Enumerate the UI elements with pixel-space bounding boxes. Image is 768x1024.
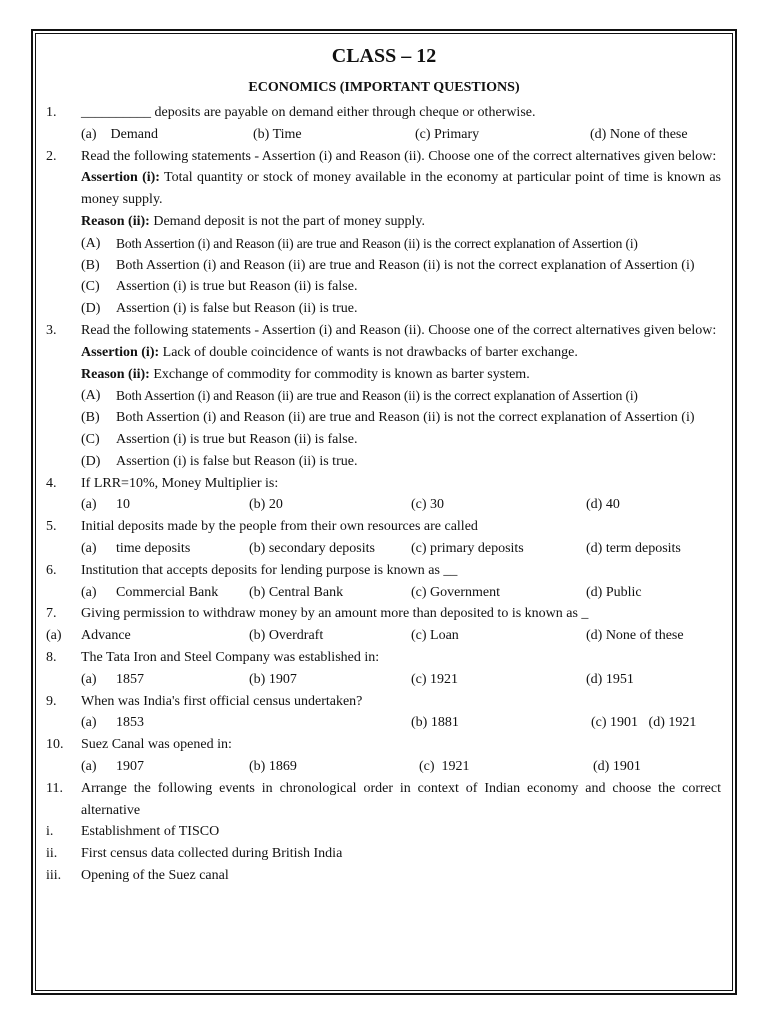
option-c: (c) Loan xyxy=(411,628,459,644)
list-item-label: ii. xyxy=(46,846,58,862)
question-list xyxy=(46,102,721,887)
option-c: (c) 1921 xyxy=(419,758,470,774)
question-5 xyxy=(46,516,721,538)
option-label: (A) xyxy=(81,235,101,251)
option-label: (a) xyxy=(81,540,97,556)
question-text: If LRR=10%, Money Multiplier is: xyxy=(81,475,279,491)
option-text: Both Assertion (i) and Reason (ii) are true and Reason (ii) is not the correct explanation of Assertion (i) xyxy=(116,257,695,273)
option-text: 1907 xyxy=(116,758,144,774)
option-c: (c) primary deposits xyxy=(411,540,524,556)
option-label: (a) xyxy=(81,758,97,774)
question-text: Read the following statements - Assertion (i) and Reason (ii). Choose one of the correct alternatives given below: xyxy=(81,148,717,164)
question-text: The Tata Iron and Steel Company was established in: xyxy=(81,649,380,665)
reason-text: Exchange of commodity for commodity is known as barter system. xyxy=(149,366,530,382)
option-row xyxy=(46,233,721,255)
option-text: Assertion (i) is true but Reason (ii) is false. xyxy=(116,431,358,447)
option-c: (c) Government xyxy=(411,584,501,600)
question-text: __________ deposits are payable on demand either through cheque or otherwise. xyxy=(81,105,536,120)
option-text: Assertion (i) is true but Reason (ii) is false. xyxy=(116,279,358,295)
question-number: 7. xyxy=(46,606,57,622)
option-c: (c) 30 xyxy=(411,497,445,513)
option-b: (b) 1869 xyxy=(249,758,297,774)
question-number: 9. xyxy=(46,693,57,709)
question-number: 6. xyxy=(46,562,57,578)
option-a xyxy=(81,712,411,734)
page-title: CLASS – 12 xyxy=(331,45,437,67)
option-text: Both Assertion (i) and Reason (ii) are true and Reason (ii) is not the correct explanation of Assertion (i) xyxy=(116,410,695,426)
list-item-text: First census data collected during British India xyxy=(81,846,343,862)
option-label: (C) xyxy=(81,431,100,447)
option-label: (a) xyxy=(46,628,62,644)
question-3 xyxy=(46,320,721,342)
question-1-options xyxy=(46,124,721,146)
option-d: (d) 1901 xyxy=(593,758,641,774)
assertion-label: Assertion (i): xyxy=(81,170,160,186)
option-a xyxy=(81,494,249,516)
reason xyxy=(46,211,721,233)
question-text: Arrange the following events in chronological order in context of Indian economy and choose the correct alternative xyxy=(81,780,721,818)
question-7 xyxy=(46,603,721,625)
option-a: (a) Demand xyxy=(81,126,158,142)
option-text: Assertion (i) is false but Reason (ii) is true. xyxy=(116,453,358,469)
question-6 xyxy=(46,560,721,582)
question-number: 2. xyxy=(46,148,57,164)
question-1 xyxy=(46,102,721,124)
question-text: Suez Canal was opened in: xyxy=(81,737,232,753)
option-text: Assertion (i) is false but Reason (ii) is true. xyxy=(116,301,358,317)
question-number: 11. xyxy=(46,780,63,796)
option-c: (c) 1921 xyxy=(411,671,459,687)
option-text: time deposits xyxy=(116,540,191,556)
list-item-label: i. xyxy=(46,824,54,840)
question-number: 10. xyxy=(46,737,64,753)
option-d: (d) Public xyxy=(586,584,642,600)
question-4-options xyxy=(46,494,721,516)
question-number: 8. xyxy=(46,649,57,665)
option-label: (D) xyxy=(81,453,101,469)
option-label: (D) xyxy=(81,301,101,317)
option-d: (d) None of these xyxy=(586,628,684,644)
option-row xyxy=(46,429,721,451)
option-row xyxy=(46,451,721,473)
option-label: (a) xyxy=(81,715,97,731)
option-text: Both Assertion (i) and Reason (ii) are true and Reason (ii) is the correct explanation of Assertion (i) xyxy=(116,388,638,404)
question-2 xyxy=(46,146,721,168)
question-number: 1. xyxy=(46,105,57,120)
question-7-options xyxy=(46,625,721,647)
option-a xyxy=(81,538,249,560)
question-8-options xyxy=(46,669,721,691)
list-item-label: iii. xyxy=(46,867,62,883)
option-label: (a) xyxy=(81,584,97,600)
question-number: 5. xyxy=(46,519,57,535)
list-item-text: Establishment of TISCO xyxy=(81,824,220,840)
reason xyxy=(46,364,721,386)
option-row xyxy=(46,385,721,407)
list-item xyxy=(46,821,721,843)
option-b: (b) Overdraft xyxy=(249,628,324,644)
question-5-options xyxy=(46,538,721,560)
question-text: When was India's first official census undertaken? xyxy=(81,693,363,709)
question-11 xyxy=(46,778,721,822)
option-text: Commercial Bank xyxy=(116,584,219,600)
option-b: (b) 1907 xyxy=(249,671,297,687)
list-item xyxy=(46,865,721,887)
option-label: (a) xyxy=(81,497,97,513)
option-label: (B) xyxy=(81,410,100,426)
option-b: (b) secondary deposits xyxy=(249,540,375,556)
option-text: Both Assertion (i) and Reason (ii) are true and Reason (ii) is the correct explanation of Assertion (i) xyxy=(116,235,638,251)
list-item-text: Opening of the Suez canal xyxy=(81,867,229,883)
reason-label: Reason (ii): xyxy=(81,366,150,382)
option-text: 1853 xyxy=(116,715,144,731)
question-10 xyxy=(46,734,721,756)
option-d: (d) 1951 xyxy=(586,671,634,687)
question-text: Institution that accepts deposits for lending purpose is known as __ xyxy=(81,562,458,578)
question-9 xyxy=(46,691,721,713)
option-label: (a) xyxy=(81,671,97,687)
question-text: Initial deposits made by the people from their own resources are called xyxy=(81,519,478,535)
assertion xyxy=(46,167,721,211)
page-subtitle: ECONOMICS (IMPORTANT QUESTIONS) xyxy=(248,80,520,95)
list-item xyxy=(46,843,721,865)
option-a xyxy=(81,582,249,604)
option-d: (d) term deposits xyxy=(586,540,681,556)
option-b: (b) Time xyxy=(253,126,302,142)
question-number: 3. xyxy=(46,322,57,338)
assertion-text: Total quantity or stock of money available in the economy at particular point of time is known as money supply. xyxy=(81,170,722,208)
option-c-d: (c) 1901 (d) 1921 xyxy=(591,715,697,731)
option-label: (A) xyxy=(81,388,101,404)
reason-text: Demand deposit is not the part of money supply. xyxy=(149,213,425,229)
option-text: 10 xyxy=(116,497,130,513)
assertion-label: Assertion (i): xyxy=(81,344,160,360)
question-10-options xyxy=(46,756,721,778)
question-text: Giving permission to withdraw money by an amount more than deposited to is known as _ xyxy=(81,606,589,622)
option-b: (b) 1881 xyxy=(411,715,459,731)
option-text: 1857 xyxy=(116,671,144,687)
option-d: (d) 40 xyxy=(586,497,620,513)
option-row xyxy=(46,255,721,277)
assertion-text: Lack of double coincidence of wants is not drawbacks of barter exchange. xyxy=(159,344,578,360)
question-number: 4. xyxy=(46,475,57,491)
question-6-options xyxy=(46,582,721,604)
question-8 xyxy=(46,647,721,669)
option-b: (b) Central Bank xyxy=(249,584,344,600)
option-row xyxy=(46,407,721,429)
option-c: (c) Primary xyxy=(415,126,480,142)
option-b: (b) 20 xyxy=(249,497,283,513)
option-row xyxy=(46,298,721,320)
reason-label: Reason (ii): xyxy=(81,213,150,229)
option-a xyxy=(81,756,249,778)
option-label: (C) xyxy=(81,279,100,295)
question-9-options xyxy=(46,712,721,734)
option-a xyxy=(46,625,249,647)
option-label: (B) xyxy=(81,257,100,273)
question-text: Read the following statements - Assertion (i) and Reason (ii). Choose one of the correct alternatives given below: xyxy=(81,322,717,338)
question-4 xyxy=(46,473,721,495)
option-d: (d) None of these xyxy=(590,126,688,142)
option-text: Advance xyxy=(81,628,131,644)
assertion xyxy=(46,342,721,364)
option-row xyxy=(46,276,721,298)
option-a xyxy=(81,669,249,691)
